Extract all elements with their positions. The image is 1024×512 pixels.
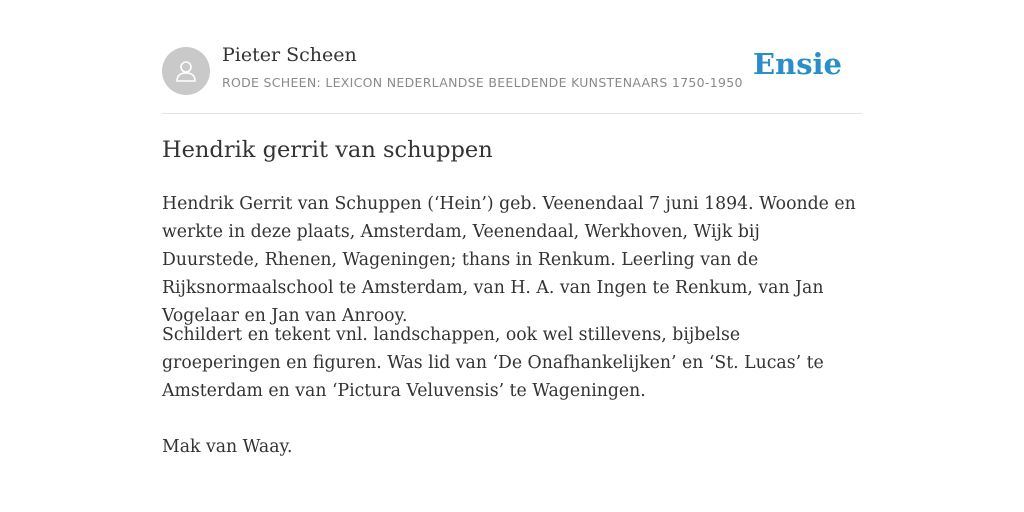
source-title[interactable]: RODE SCHEEN: LEXICON NEDERLANDSE BEELDENDE KUNSTENAARS 1750-1950	[222, 75, 743, 90]
article-paragraph-1: Hendrik Gerrit van Schuppen (‘Hein’) geb. Veenendaal 7 juni 1894. Woonde en werkte in deze plaats, Amsterdam, Veenendaal, Werkhoven, Wijk bij Duurstede, Rhenen, Wageningen; thans in Renkum. Leerling van de Rijksnormaalschool te Amsterdam, van H. A. van Ingen te Renkum, van Jan Vogelaar en Jan van Anrooy.	[162, 194, 856, 326]
avatar[interactable]	[162, 47, 210, 95]
article-paragraph-3: Mak van Waay.	[162, 437, 293, 457]
article-paragraph-2: Schildert en tekent vnl. landschappen, ook wel stillevens, bijbelse groeperingen en figuren. Was lid van ‘De Onafhankelijken’ en ‘St. Lucas’ te Amsterdam en van ‘Pictura Veluvensis’ te Wageningen.	[162, 325, 824, 401]
article-header	[162, 0, 862, 114]
user-icon	[172, 57, 200, 85]
article-title: Hendrik gerrit van schuppen	[162, 137, 493, 163]
article-card	[162, 0, 862, 457]
brand-logo[interactable]: Ensie	[753, 47, 842, 81]
author-name[interactable]: Pieter Scheen	[222, 44, 357, 66]
